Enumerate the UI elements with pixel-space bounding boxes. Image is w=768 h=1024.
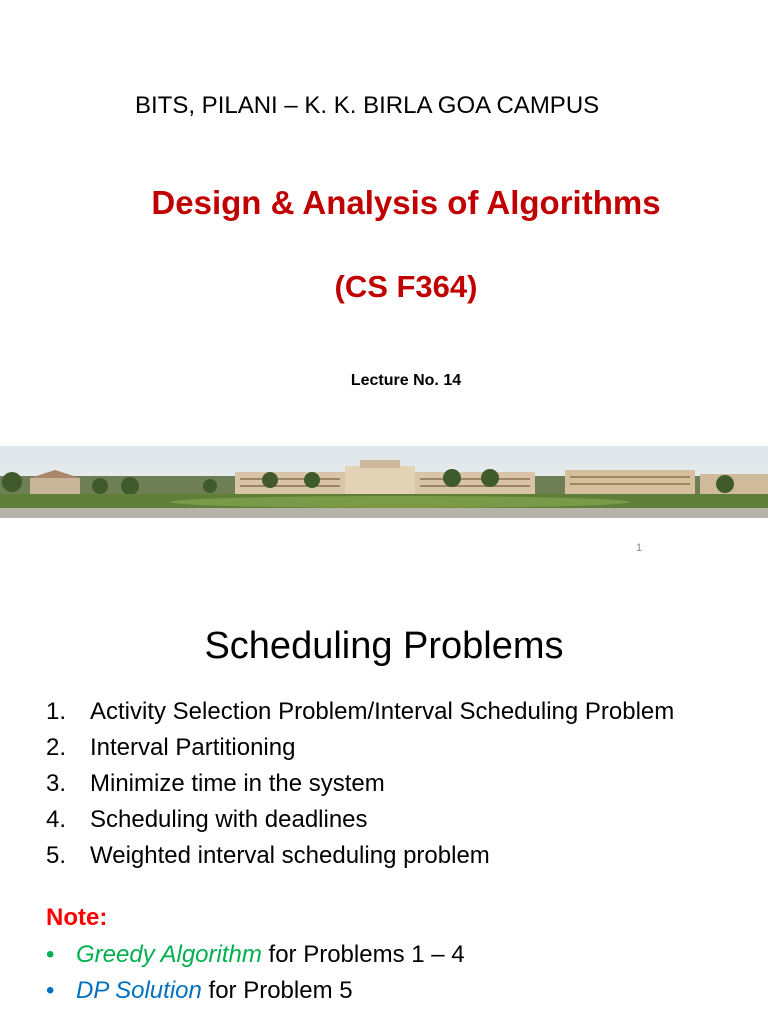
list-number: 3. [46, 770, 67, 797]
note-text: for Problem 5 [201, 977, 353, 1004]
note-highlight: Greedy Algorithm [76, 941, 262, 968]
campus-heading: BITS, PILANI – K. K. BIRLA GOA CAMPUS [135, 92, 600, 119]
note-text: for Problems 1 – 4 [261, 941, 465, 968]
list-text: Scheduling with deadlines [90, 806, 368, 833]
list-text: Weighted interval scheduling problem [90, 842, 490, 869]
note-highlight: DP Solution [76, 977, 202, 1004]
list-text: Interval Partitioning [90, 734, 296, 761]
list-item [46, 841, 746, 870]
campus-panorama-image [0, 446, 768, 518]
list-text: Minimize time in the system [90, 770, 385, 797]
list-item [46, 769, 746, 798]
course-title: Design & Analysis of Algorithms [151, 184, 661, 221]
course-code: (CS F364) [334, 269, 478, 304]
note-label: Note: [46, 904, 108, 931]
list-item [46, 733, 746, 762]
note-item-greedy [46, 940, 465, 969]
list-number: 5. [46, 842, 67, 869]
list-number: 4. [46, 806, 67, 833]
list-text: Activity Selection Problem/Interval Scheduling Problem [90, 698, 675, 725]
note-item-dp [46, 976, 465, 1005]
list-item [46, 697, 746, 726]
slide-title: Scheduling Problems [204, 625, 564, 667]
bullet-icon: • [46, 977, 55, 1004]
bullet-icon: • [46, 941, 55, 968]
problem-list [46, 697, 746, 877]
list-number: 1. [46, 698, 67, 725]
list-number: 2. [46, 734, 67, 761]
lecture-number: Lecture No. 14 [350, 372, 462, 389]
list-item [46, 805, 746, 834]
note-bullets [46, 940, 465, 1012]
page-number: 1 [636, 542, 643, 554]
